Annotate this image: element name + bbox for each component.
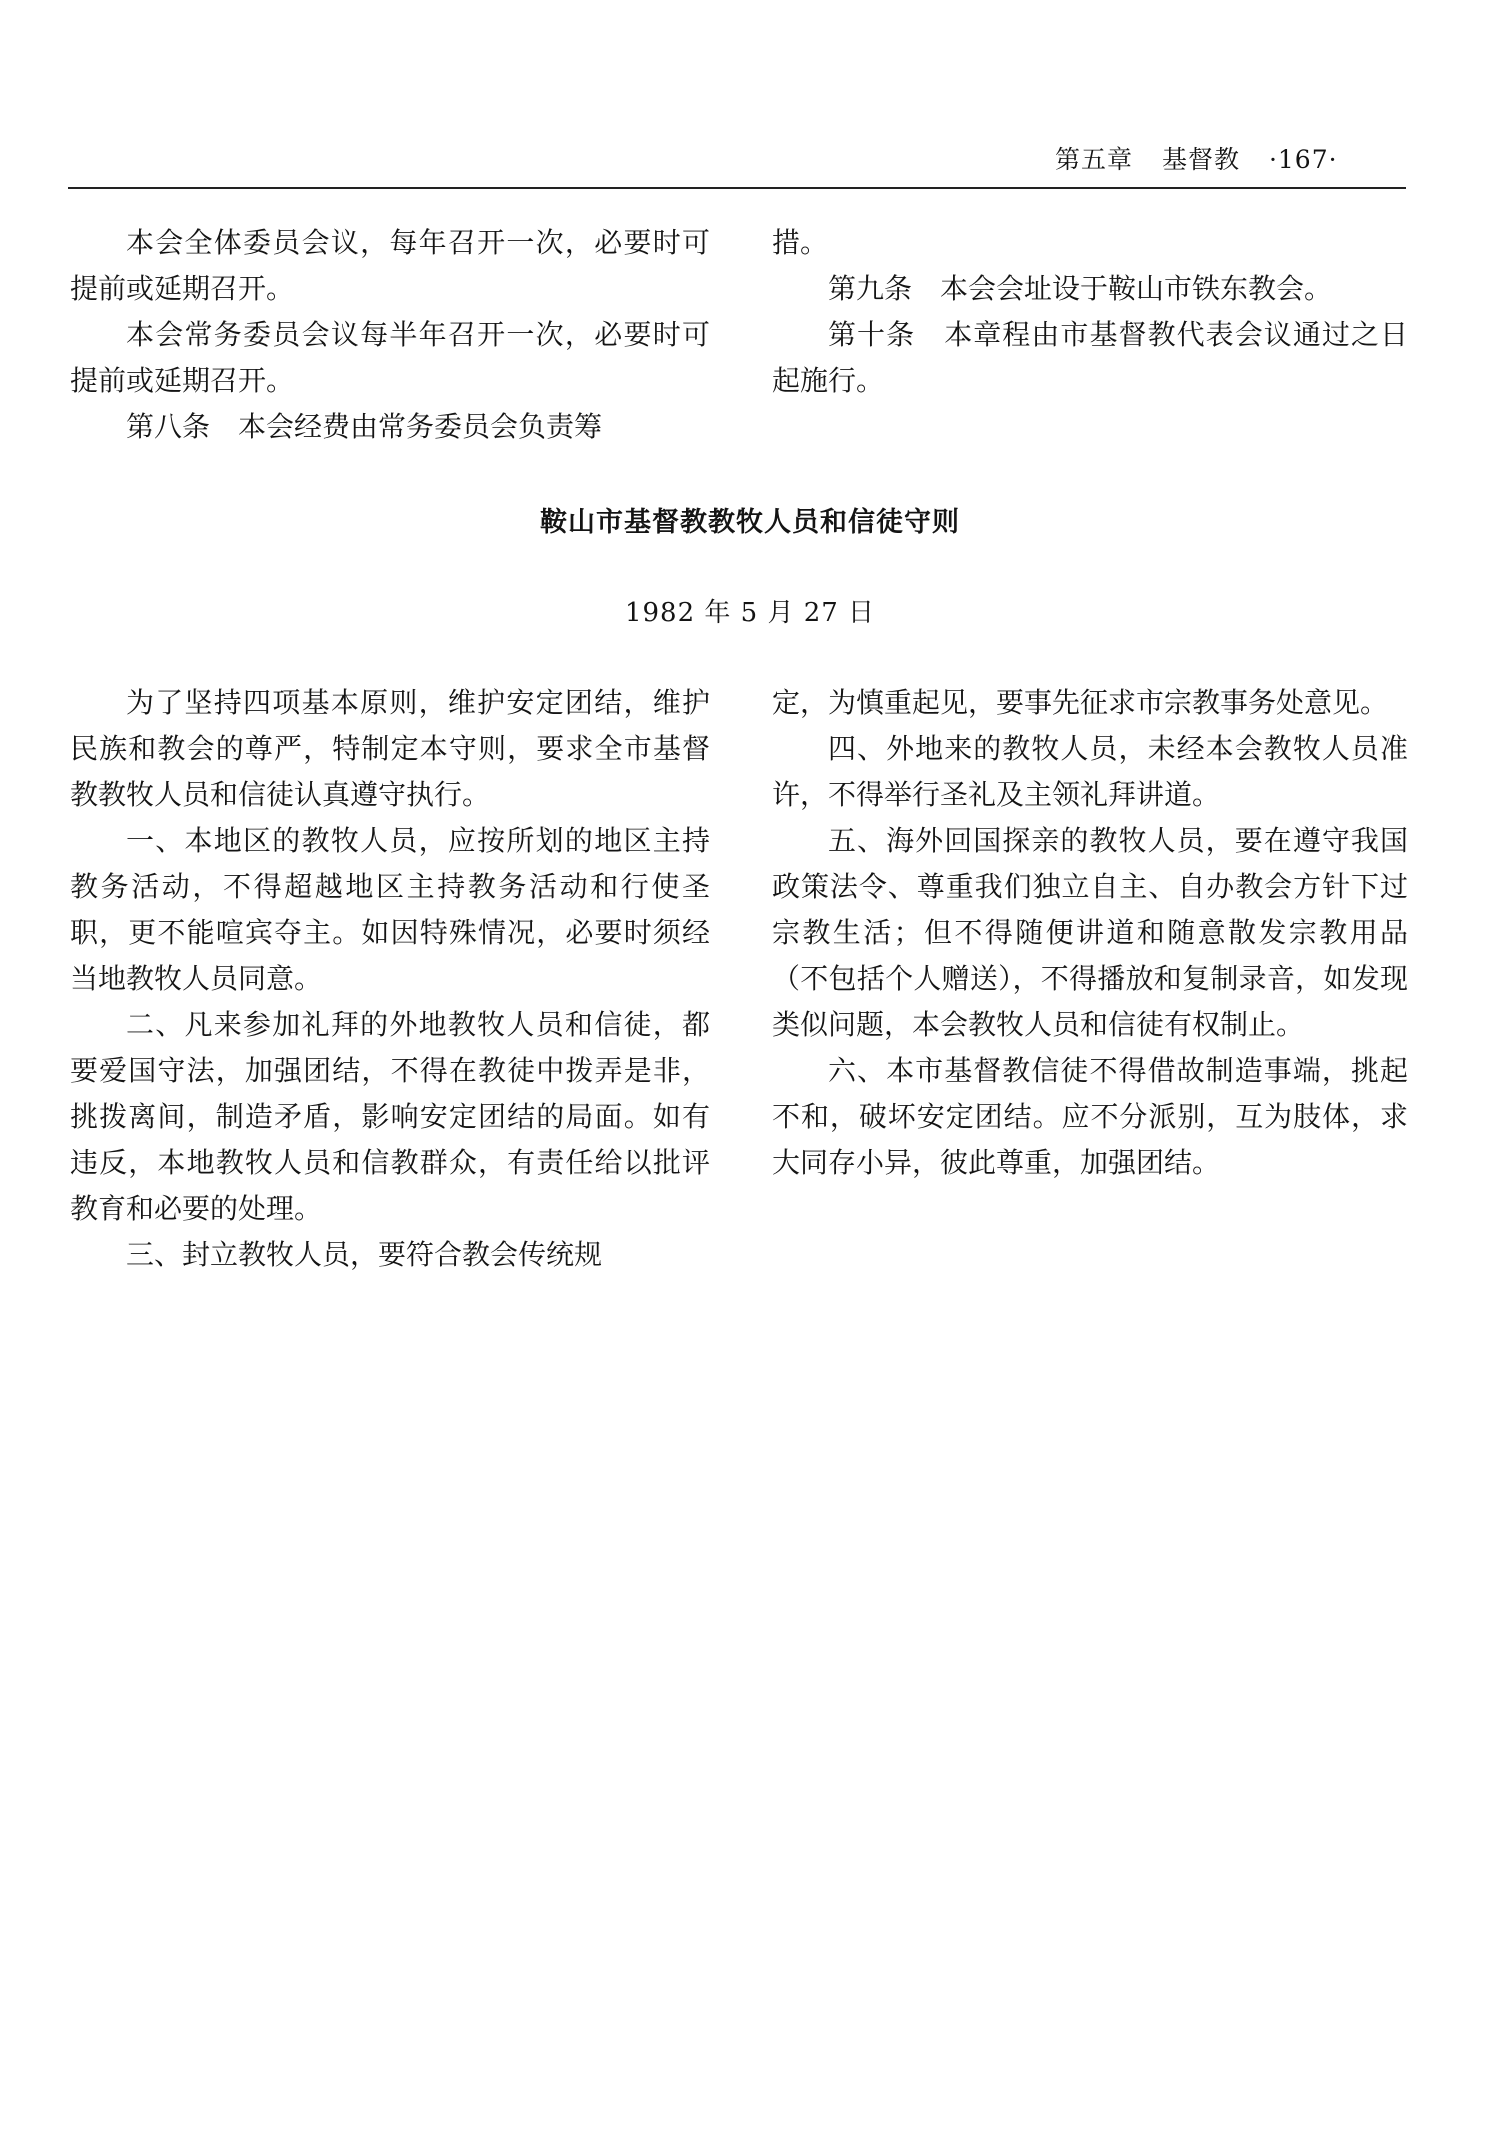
section-title: 鞍山市基督教教牧人员和信徒守则 — [540, 507, 960, 538]
top-left-column — [70, 220, 710, 450]
paragraph: 二、凡来参加礼拜的外地教牧人员和信徒，都要爱国守法，加强团结，不得在教徒中拨弄是非，挑拨离间，制造矛盾，影响安定团结的局面。如有违反，本地教牧人员和信教群众，有责任给以批评教育和必要的处理。 — [70, 1008, 710, 1225]
paragraph: 为了坚持四项基本原则，维护安定团结，维护民族和教会的尊严，特制定本守则，要求全市基督教教牧人员和信徒认真遵守执行。 — [70, 686, 710, 811]
running-header — [1055, 140, 1338, 176]
top-right-column — [772, 220, 1408, 404]
body-left-column — [70, 680, 710, 1278]
section-date: 1982 年 5 月 27 日 — [624, 598, 876, 628]
paragraph: 四、外地来的教牧人员，未经本会教牧人员准许，不得举行圣礼及主领礼拜讲道。 — [772, 732, 1408, 811]
body-right-column — [772, 680, 1408, 1186]
header-rule — [68, 187, 1406, 189]
paragraph: 三、封立教牧人员，要符合教会传统规 — [126, 1238, 603, 1271]
chapter-label: 第五章 — [1055, 145, 1134, 174]
page-number: ·167· — [1268, 145, 1338, 174]
chapter-subject: 基督教 — [1161, 145, 1240, 174]
paragraph-continuation: 定，为慎重起见，要事先征求市宗教事务处意见。 — [772, 686, 1389, 719]
paragraph: 第九条 本会会址设于鞍山市铁东教会。 — [828, 272, 1333, 305]
paragraph: 第八条 本会经费由常务委员会负责筹 — [126, 410, 603, 443]
paragraph-continuation: 措。 — [772, 226, 829, 259]
paragraph: 六、本市基督教信徒不得借故制造事端，挑起不和，破坏安定团结。应不分派别，互为肢体，求大同存小异，彼此尊重，加强团结。 — [772, 1054, 1408, 1179]
paragraph: 本会常务委员会议每半年召开一次，必要时可提前或延期召开。 — [70, 318, 710, 397]
paragraph: 第十条 本章程由市基督教代表会议通过之日起施行。 — [772, 318, 1408, 397]
paragraph: 本会全体委员会议，每年召开一次，必要时可提前或延期召开。 — [70, 226, 710, 305]
paragraph: 五、海外回国探亲的教牧人员，要在遵守我国政策法令、尊重我们独立自主、自办教会方针下过宗教生活；但不得随便讲道和随意散发宗教用品（不包括个人赠送），不得播放和复制录音，如发现类似问题，本会教牧人员和信徒有权制止。 — [772, 824, 1408, 1041]
paragraph: 一、本地区的教牧人员，应按所划的地区主持教务活动，不得超越地区主持教务活动和行使圣职，更不能喧宾夺主。如因特殊情况，必要时须经当地教牧人员同意。 — [70, 824, 710, 995]
